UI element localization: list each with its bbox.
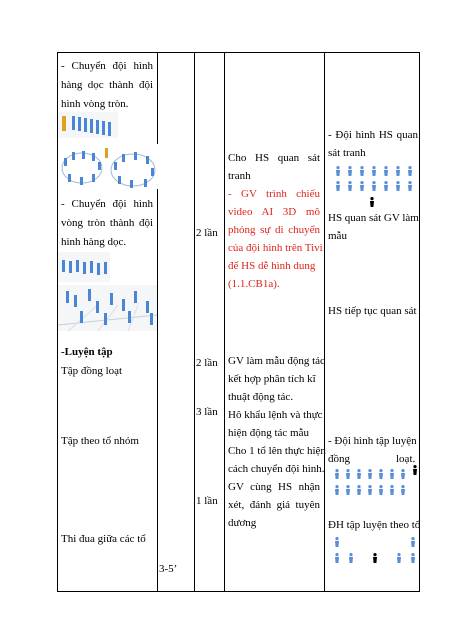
person-icon [407,181,413,191]
person-icon [347,166,353,176]
classroom-practice-image [58,285,157,331]
person-icon [410,553,416,563]
col-divider [157,53,158,591]
person-icon [395,166,401,176]
time-value: 3-5’ [159,563,178,575]
student-text: đồng [328,453,350,465]
teacher-text: dương [228,517,257,529]
person-icon [371,181,377,191]
person-icon [410,537,416,547]
content-text: hình hàng dọc. [61,236,127,248]
teacher-text: xét, đánh giá tuyên [228,499,320,511]
content-text: - Chuyển đội hình [61,198,153,210]
reps-value: 2 lần [196,357,218,369]
person-icon [389,469,395,479]
teacher-text: kết hợp phân tích kĩ [228,373,316,385]
content-text: Tập đồng loạt [61,365,123,377]
person-icon [400,485,406,495]
teacher-text: phỏng sự di chuyển [228,224,320,236]
teacher-text: video AI 3D mô [228,206,320,218]
person-icon [369,197,375,207]
content-text: Thi đua giữa các tổ [61,533,146,545]
student-text: ĐH tập luyện theo tổ [328,519,421,531]
person-icon [356,469,362,479]
person-icon [359,181,365,191]
teacher-text: hiện động tác mẫu [228,427,309,439]
teacher-text: Cho 1 tổ lên thực hiện [228,445,326,457]
student-text: mẫu [328,230,347,242]
teacher-text: tranh [228,170,251,182]
person-icon [347,181,353,191]
content-text: hình vòng tròn. [61,98,129,110]
teacher-text: thuật động tác. [228,391,294,403]
person-icon [400,469,406,479]
reps-value: 3 lần [196,406,218,418]
student-text: sát tranh [328,147,366,159]
person-icon [335,166,341,176]
person-icon [371,166,377,176]
student-text: loạt. [396,453,416,465]
teacher-text: Cho HS quan sát [228,152,320,164]
content-text: vòng tròn thành đội [61,217,153,229]
student-text: HS tiếp tục quan sát [328,305,417,317]
person-icon [378,469,384,479]
reps-value: 2 lần [196,227,218,239]
student-text: - Đội hình HS quan [328,129,418,141]
teacher-text: của đội hình trên Tivi [228,242,323,254]
person-icon [367,485,373,495]
teacher-text: Hô khẩu lệnh và thực [228,409,323,421]
student-text: HS quan sát GV làm [328,212,419,224]
person-icon [396,553,402,563]
person-icon [367,469,373,479]
teacher-text: - GV trình chiếu [228,188,320,200]
col-divider [324,53,325,591]
col-divider [224,53,225,591]
teacher-text: để HS dễ hình dung [228,260,316,272]
row-formation-image [58,252,110,282]
person-icon [372,553,378,563]
content-text: hàng dọc thành đội [61,79,153,91]
person-icon [407,166,413,176]
person-icon [389,485,395,495]
teacher-text: GV cùng HS nhận [228,481,320,493]
person-icon [345,469,351,479]
person-icon [334,485,340,495]
person-icon [348,553,354,563]
person-icon [395,181,401,191]
person-icon [383,166,389,176]
person-icon [378,485,384,495]
content-text: - Chuyển đội hình [61,60,153,72]
person-icon [356,485,362,495]
column-formation-image [58,112,118,138]
person-icon [334,553,340,563]
person-icon [359,166,365,176]
reps-value: 1 lần [196,495,218,507]
teacher-text: (1.1.CB1a). [228,278,280,290]
person-icon [383,181,389,191]
person-icon [335,181,341,191]
practice-title: -Luyện tập [61,346,113,358]
teacher-text: cách chuyển đội hình. [228,463,325,475]
person-icon [412,465,418,475]
person-icon [334,469,340,479]
person-icon [345,485,351,495]
teacher-text: GV làm mẫu động tác [228,355,325,367]
col-divider [194,53,195,591]
student-text: - Đội hình tập luyện [328,435,417,447]
content-text: Tập theo tổ nhóm [61,435,139,447]
person-icon [334,537,340,547]
circle-formation-image [58,144,158,189]
